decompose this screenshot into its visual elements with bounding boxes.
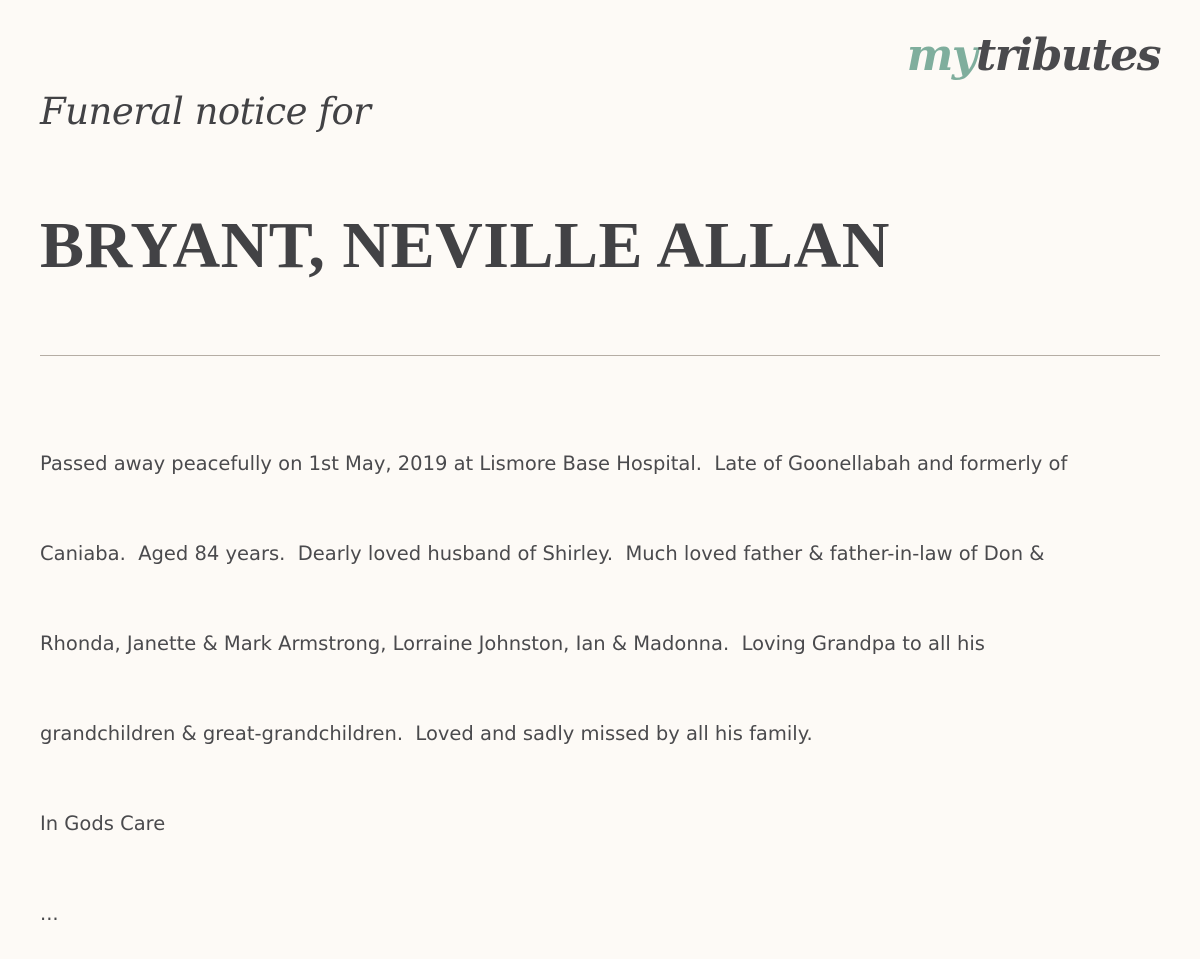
deceased-name: BRYANT, NEVILLE ALLAN xyxy=(40,209,890,282)
notice-line: In Gods Care xyxy=(40,812,166,835)
logo-my-text: my xyxy=(906,30,976,81)
notice-line: Passed away peacefully on 1st May, 2019 at Lismore Base Hospital. Late of Goonellabah and formerly of xyxy=(40,452,1068,475)
notice-ellipsis: ... xyxy=(40,902,59,925)
notice-line: grandchildren & great-grandchildren. Loved and sadly missed by all his family. xyxy=(40,722,813,745)
mytributes-logo[interactable] xyxy=(906,30,1160,81)
notice-line: Rhonda, Janette & Mark Armstrong, Lorraine Johnston, Ian & Madonna. Loving Grandpa to all his xyxy=(40,632,985,655)
divider xyxy=(40,355,1160,356)
notice-body xyxy=(40,389,1100,959)
notice-line: Caniaba. Aged 84 years. Dearly loved husband of Shirley. Much loved father & father-in-law of Don & xyxy=(40,542,1045,565)
notice-subtitle: Funeral notice for xyxy=(40,90,371,133)
logo-tributes-text: tributes xyxy=(975,30,1160,81)
